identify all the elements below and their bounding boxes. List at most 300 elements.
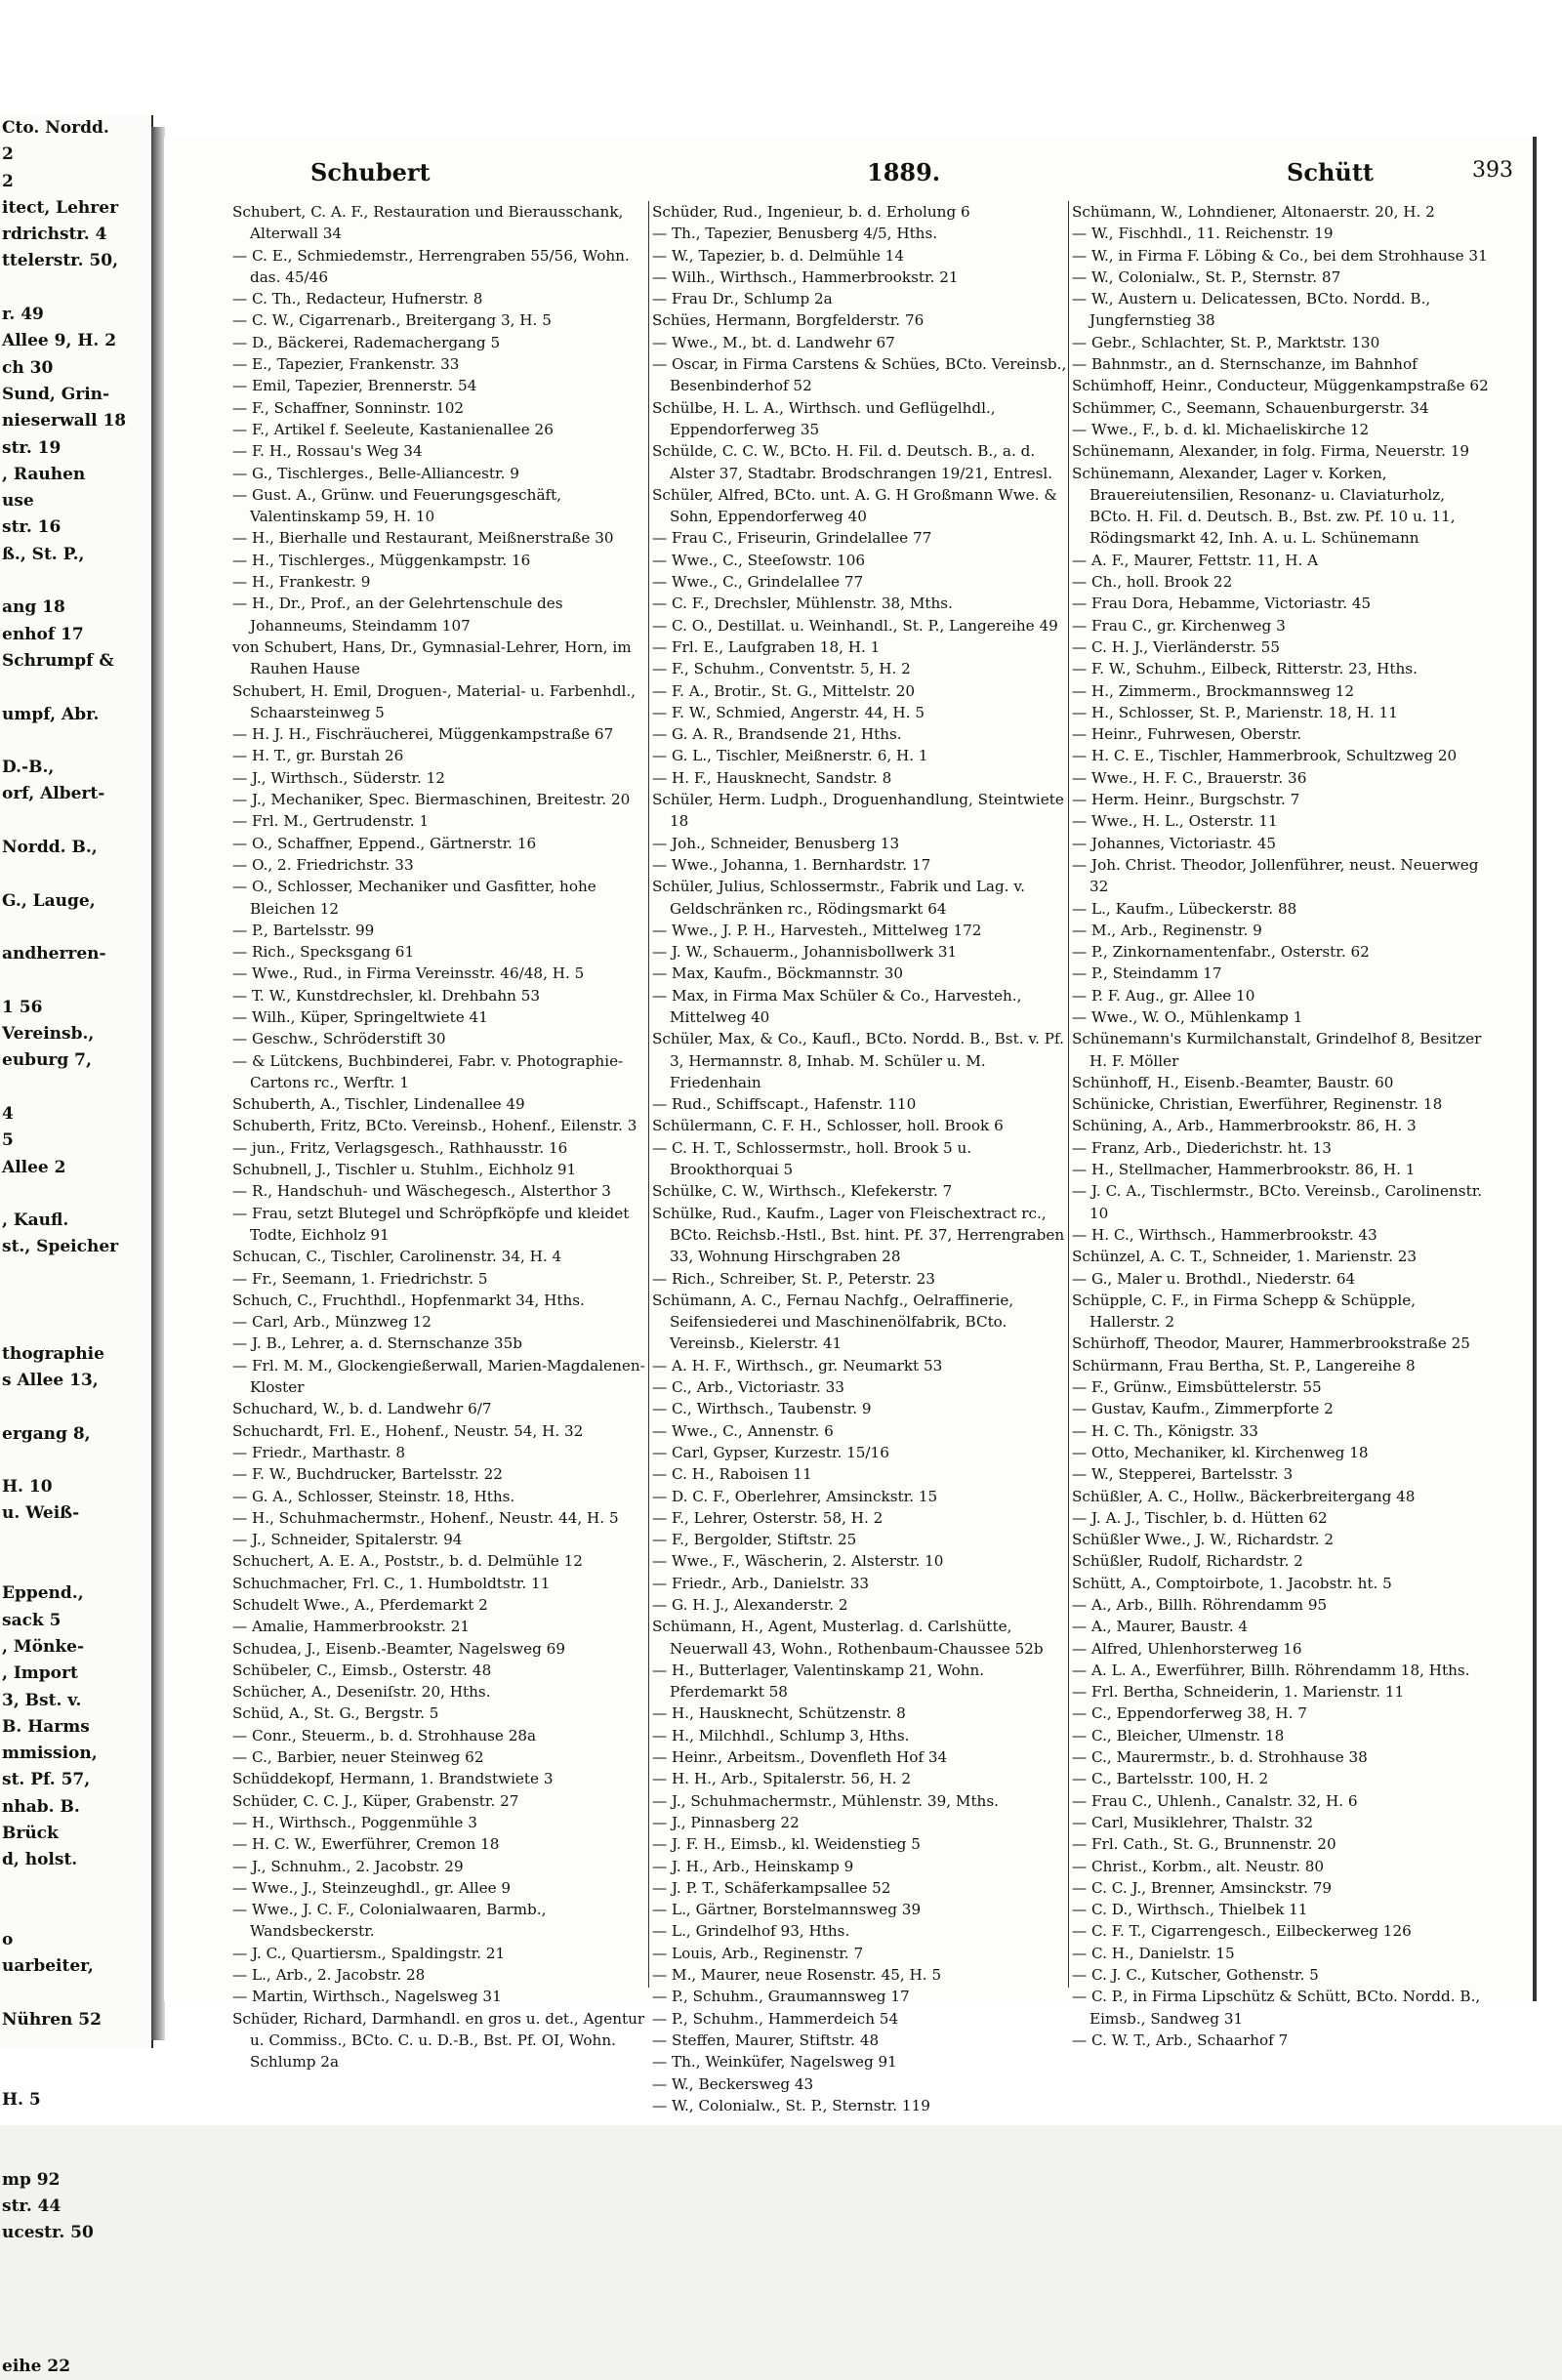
directory-entry: — W., Tapezier, b. d. Delmühle 14	[652, 246, 904, 265]
left-page-fragment-line: mp 92	[2, 2169, 61, 2190]
page-edge	[1533, 137, 1537, 2001]
directory-entry: Schüler, Julius, Schlossermstr., Fabrik und Lag. v. Geldschränken rc., Rödingsmarkt 64	[652, 878, 1025, 918]
left-page-fragment-line	[0, 915, 151, 941]
directory-entry: — G. A., Schlosser, Steinstr. 18, Hths.	[232, 1487, 515, 1505]
directory-entry: — G. L., Tischler, Meißnerstr. 6, H. 1	[652, 747, 928, 765]
directory-entry: — C. H., Raboisen 11	[652, 1465, 812, 1484]
left-page-fragment-line: str. 19	[2, 437, 62, 458]
left-page-fragment-line: sack 5	[2, 1610, 62, 1630]
left-page-fragment-line: Cto. Nordd.	[2, 118, 109, 138]
directory-entry: — H. C. W., Ewerführer, Cremon 18	[232, 1835, 500, 1854]
directory-entry: — H., Zimmerm., Brockmannsweg 12	[1072, 681, 1355, 700]
directory-entry: — Carl, Musiklehrer, Thalstr. 32	[1072, 1813, 1314, 1831]
left-page-fragment-line: uarbeiter,	[2, 1956, 94, 1977]
left-page-fragment-line: Nordd. B.,	[2, 838, 98, 858]
directory-entry: — C. W., Cigarrenarb., Breitergang 3, H. 5	[232, 311, 552, 330]
directory-entry: — Carl, Gypser, Kurzestr. 15/16	[652, 1443, 889, 1461]
directory-entry: — J., Schneider, Spitalerstr. 94	[232, 1531, 463, 1549]
directory-entry: — Wwe., F., Wäscherin, 2. Alsterstr. 10	[652, 1552, 944, 1571]
directory-entry: — Frau Dr., Schlump 2a	[652, 290, 833, 308]
directory-entry: — Wwe., Rud., in Firma Vereinsstr. 46/48, H. 5	[232, 964, 585, 983]
directory-entry: — Ch., holl. Brook 22	[1072, 573, 1233, 592]
directory-entry: Schüler, Max, & Co., Kaufl., BCto. Nordd. B., Bst. v. Pf. 3, Hermannstr. 8, Inhab. M. Schüler u. M. Friedenhain	[652, 1030, 1064, 1091]
directory-entry: — C. F. T., Cigarrengesch., Eilbeckerweg 126	[1072, 1922, 1412, 1941]
directory-entry: — L., Arb., 2. Jacobstr. 28	[232, 1966, 426, 1985]
directory-entry: — C., Barbier, neuer Steinweg 62	[232, 1748, 484, 1767]
directory-entry: — W., Colonialw., St. P., Sternstr. 119	[652, 2096, 930, 2114]
left-page-fragment-line	[0, 1394, 151, 1420]
directory-entry: — H., Schuhmachermstr., Hohenf., Neustr. 44, H. 5	[232, 1508, 619, 1527]
directory-entry: — H., Schlosser, St. P., Marienstr. 18, H. 11	[1072, 703, 1398, 721]
left-page-fragment-line	[0, 1901, 151, 1927]
left-page-fragment-line: Sund, Grin-	[2, 384, 110, 404]
directory-entry: Schüd, A., St. G., Bergstr. 5	[232, 1704, 439, 1723]
directory-entry: — J., Pinnasberg 22	[652, 1813, 800, 1831]
directory-entry: — C. C. J., Brenner, Amsinckstr. 79	[1072, 1878, 1333, 1897]
left-page-fragment-line	[0, 1075, 151, 1101]
directory-entry: Schubnell, J., Tischler u. Stuhlm., Eichholz 91	[232, 1161, 577, 1179]
directory-entry: — Wwe., J. C. F., Colonialwaaren, Barmb., Wandsbeckerstr.	[232, 1901, 547, 1941]
directory-entry: Schümmer, C., Seemann, Schauenburgerstr. 34	[1072, 398, 1429, 417]
directory-entry: — Frau C., gr. Kirchenweg 3	[1072, 616, 1286, 635]
left-page-fragment-line: B. Harms	[2, 1716, 90, 1737]
directory-entry: — Oscar, in Firma Carstens & Schües, BCto. Vereinsb., Besenbinderhof 52	[652, 355, 1067, 395]
left-page-fragment-line: Allee 9, H. 2	[2, 331, 117, 351]
directory-entry: — F. H., Rossau's Weg 34	[232, 442, 423, 461]
directory-entry: — Frau C., Friseurin, Grindelallee 77	[652, 529, 932, 548]
directory-entry: — H. J. H., Fischräucherei, Müggenkampstraße 67	[232, 725, 614, 744]
directory-entry: — P., Zinkornamentenfabr., Osterstr. 62	[1072, 943, 1370, 962]
directory-entry: — Wwe., J., Steinzeughdl., gr. Allee 9	[232, 1878, 512, 1897]
directory-entry: — C. H. J., Vierländerstr. 55	[1072, 637, 1280, 656]
directory-entry: — W., Stepperei, Bartelsstr. 3	[1072, 1465, 1294, 1484]
directory-entry: — Heinr., Fuhrwesen, Oberstr.	[1072, 725, 1302, 744]
directory-entry: — C., Arb., Victoriastr. 33	[652, 1378, 844, 1397]
directory-entry: — Th., Weinküfer, Nagelsweg 91	[652, 2053, 897, 2072]
directory-entry: Schümhoff, Heinr., Conducteur, Müggenkampstraße 62	[1072, 377, 1489, 395]
directory-entry: — Wwe., M., bt. d. Landwehr 67	[652, 333, 895, 351]
directory-entry: — Wwe., H. L., Osterstr. 11	[1072, 812, 1278, 831]
directory-entry: — Martin, Wirthsch., Nagelsweg 31	[232, 1988, 502, 2006]
directory-entry: — E., Tapezier, Frankenstr. 33	[232, 355, 460, 374]
directory-entry: — O., 2. Friedrichstr. 33	[232, 855, 414, 874]
directory-entry: — R., Handschuh- und Wäschegesch., Alsterthor 3	[232, 1182, 611, 1201]
directory-entry: — P., Schuhm., Graumannsweg 17	[652, 1988, 910, 2006]
directory-entry: Schüpple, C. F., in Firma Schepp & Schüpple, Hallerstr. 2	[1072, 1291, 1417, 1332]
directory-entry: Schümann, H., Agent, Musterlag. d. Carlshütte, Neuerwall 43, Wohn., Rothenbaum-Chaussee 52b	[652, 1618, 1044, 1658]
left-page-fragment-line	[0, 1554, 151, 1580]
left-page-fragment-line: str. 44	[2, 2196, 62, 2217]
directory-entry: — Gust. A., Grünw. und Feuerungsgeschäft, Valentinskamp 59, H. 10	[232, 485, 562, 526]
left-page-fragment-line: ß., St. P.,	[2, 544, 85, 564]
directory-entry: — C., Wirthsch., Taubenstr. 9	[652, 1400, 872, 1418]
left-page-fragment-line: d, holst.	[2, 1850, 78, 1870]
directory-entry: — G., Maler u. Brothdl., Niederstr. 64	[1072, 1269, 1356, 1288]
directory-entry: — Louis, Arb., Reginenstr. 7	[652, 1944, 864, 1962]
directory-entry: Schütt, A., Comptoirbote, 1. Jacobstr. ht. 5	[1072, 1574, 1392, 1592]
directory-entry: Schübeler, C., Eimsb., Osterstr. 48	[232, 1661, 492, 1679]
left-page-fragment-line: u. Weiß-	[2, 1503, 80, 1524]
directory-entry: Schubert, H. Emil, Droguen-, Material- u. Farbenhdl., Schaarsteinweg 5	[232, 681, 637, 721]
directory-entry: — A. H. F., Wirthsch., gr. Neumarkt 53	[652, 1356, 943, 1375]
directory-entry: — F. A., Brotir., St. G., Mittelstr. 20	[652, 681, 916, 700]
directory-entry: — C. D., Wirthsch., Thielbek 11	[1072, 1901, 1308, 1919]
directory-entry: — H., Dr., Prof., an der Gelehrtenschule des Johanneums, Steindamm 107	[232, 595, 563, 635]
left-page-fragment-line: Eppend.,	[2, 1583, 84, 1604]
directory-entry: Schüler, Herm. Ludph., Droguenhandlung, Steintwiete 18	[652, 791, 1064, 831]
left-page-fragment-line: itect, Lehrer	[2, 197, 119, 218]
left-page-fragment-line: 5	[2, 1130, 14, 1151]
directory-entry: — D. C. F., Oberlehrer, Amsinckstr. 15	[652, 1487, 938, 1505]
directory-entry: — Bahnmstr., an d. Sternschanze, im Bahnhof	[1072, 355, 1418, 374]
directory-entry: — Th., Tapezier, Benusberg 4/5, Hths.	[652, 225, 938, 243]
left-page-fragment-line: nieserwall 18	[2, 411, 127, 431]
directory-entry: — Rud., Schiffscapt., Hafenstr. 110	[652, 1095, 917, 1114]
directory-entry: — H., Butterlager, Valentinskamp 21, Wohn. Pferdemarkt 58	[652, 1661, 985, 1702]
directory-entry: — O., Schaffner, Eppend., Gärtnerstr. 16	[232, 834, 537, 852]
directory-entry: — J., Schuhmachermstr., Mühlenstr. 39, Mths.	[652, 1791, 999, 1810]
directory-entry: — F., Artikel f. Seeleute, Kastanienallee 26	[232, 420, 554, 438]
directory-entry: — F., Schaffner, Sonninstr. 102	[232, 398, 465, 417]
directory-entry: Schuchert, A. E. A., Poststr., b. d. Delmühle 12	[232, 1552, 583, 1571]
directory-entry: Schünhoff, H., Eisenb.-Beamter, Baustr. 60	[1072, 1073, 1394, 1091]
directory-entry: — Rich., Specksgang 61	[232, 943, 415, 962]
left-page-fragment-line: D.-B.,	[2, 758, 55, 778]
directory-entry: — P. F. Aug., gr. Allee 10	[1072, 986, 1255, 1005]
directory-entry: Schünzel, A. C. T., Schneider, 1. Marienstr. 23	[1072, 1248, 1418, 1266]
directory-entry: — Alfred, Uhlenhorsterweg 16	[1072, 1639, 1302, 1658]
directory-entry: — H. C. Th., Königstr. 33	[1072, 1421, 1258, 1440]
left-page-fragment-line	[0, 675, 151, 701]
directory-entry: — Herm. Heinr., Burgschstr. 7	[1072, 791, 1300, 809]
directory-entry: — H., Milchhdl., Schlump 3, Hths.	[652, 1726, 910, 1744]
directory-entry: Schuch, C., Fruchthdl., Hopfenmarkt 34, Hths.	[232, 1291, 585, 1309]
directory-entry: — W., Fischhdl., 11. Reichenstr. 19	[1072, 225, 1334, 243]
directory-entry: — P., Schuhm., Hammerdeich 54	[652, 2009, 899, 2028]
left-page-fragment-line	[0, 728, 151, 755]
directory-column-2	[652, 201, 1070, 2114]
directory-entry: — F. W., Schuhm., Eilbeck, Ritterstr. 23, Hths.	[1072, 660, 1418, 678]
directory-entry: — H. F., Hausknecht, Sandstr. 8	[652, 768, 892, 787]
directory-entry: — J., Wirthsch., Süderstr. 12	[232, 768, 445, 787]
left-page-fragment-line	[0, 2141, 151, 2167]
directory-entry: — W., Colonialw., St. P., Sternstr. 87	[1072, 267, 1341, 286]
directory-entry: — C. W. T., Arb., Schaarhof 7	[1072, 2031, 1289, 2049]
header-right-keyword: Schütt	[1287, 158, 1375, 186]
directory-entry: Schuberth, Fritz, BCto. Vereinsb., Hohenf., Eilenstr. 3	[232, 1117, 637, 1135]
directory-entry: — Wwe., C., Grindelallee 77	[652, 573, 864, 592]
directory-entry: — C., Bleicher, Ulmenstr. 18	[1072, 1726, 1285, 1744]
directory-column-3	[1072, 201, 1490, 2049]
left-page-fragment-line	[0, 2300, 151, 2326]
directory-entry: — Emil, Tapezier, Brennerstr. 54	[232, 377, 477, 395]
directory-entry: — W., in Firma F. Löbing & Co., bei dem Strohhause 31	[1072, 246, 1488, 265]
directory-entry: — Joh. Christ. Theodor, Jollenführer, neust. Neuerweg 32	[1072, 855, 1479, 896]
directory-entry: — J. C., Quartiersm., Spaldingstr. 21	[232, 1944, 506, 1962]
left-page-fragment-line: thographie	[2, 1343, 104, 1364]
directory-entry: — Wwe., C., Steeſowstr. 106	[652, 551, 866, 569]
directory-entry: — J. W., Schauerm., Johannisbollwerk 31	[652, 943, 958, 962]
directory-entry: — J., Schnuhm., 2. Jacobstr. 29	[232, 1857, 464, 1875]
left-page-fragment-line: enhof 17	[2, 624, 84, 644]
directory-entry: Schümann, A. C., Fernau Nachfg., Oelraffinerie, Seifensiederei und Maschinenölfabrik, BCto. Vereinsb., Kielerstr. 41	[652, 1291, 1014, 1353]
directory-entry: — M., Arb., Reginenstr. 9	[1072, 921, 1262, 939]
book-gutter	[151, 127, 165, 2040]
left-page-fragment-line: ang 18	[2, 597, 65, 618]
directory-entry: — C. P., in Firma Lipschütz & Schütt, BCto. Nordd. B., Eimsb., Sandweg 31	[1072, 1988, 1481, 2028]
directory-entry: Schümann, W., Lohndiener, Altonaerstr. 20, H. 2	[1072, 203, 1435, 221]
directory-entry: — Gebr., Schlachter, St. P., Marktstr. 130	[1072, 333, 1380, 351]
left-page-fragment-line: G., Lauge,	[2, 890, 96, 911]
directory-entry: — jun., Fritz, Verlagsgesch., Rathhausstr. 16	[232, 1138, 568, 1157]
directory-entry: Schucan, C., Tischler, Carolinenstr. 34, H. 4	[232, 1248, 562, 1266]
left-page-fragment-line	[0, 568, 151, 595]
directory-entry: — O., Schlosser, Mechaniker und Gasfitter, hohe Bleichen 12	[232, 878, 596, 918]
left-page-fragment-line: euburg 7,	[2, 1050, 92, 1071]
directory-entry: Schünemann, Alexander, in folg. Firma, Neuerstr. 19	[1072, 442, 1470, 461]
left-page-fragment-line: 3, Bst. v.	[2, 1690, 82, 1710]
directory-entry: — Friedr., Arb., Danielstr. 33	[652, 1574, 870, 1592]
left-page-fragment-line: ergang 8,	[2, 1423, 91, 1444]
left-page-fragment-line: , Kaufl.	[2, 1211, 69, 1231]
directory-entry: Schudea, J., Eisenb.-Beamter, Nagelsweg 69	[232, 1639, 565, 1658]
directory-entry: Schuberth, A., Tischler, Lindenallee 49	[232, 1095, 525, 1114]
directory-entry: — C. O., Destillat. u. Weinhandl., St. P., Langereihe 49	[652, 616, 1058, 635]
directory-entry: — A. F., Maurer, Fettstr. 11, H. A	[1072, 551, 1319, 569]
left-page-fragment-line: ucestr. 50	[2, 2223, 94, 2243]
directory-entry: — Frau C., Uhlenh., Canalstr. 32, H. 6	[1072, 1791, 1358, 1810]
left-page-fragment-line	[0, 275, 151, 302]
left-page-fragment-line: rdrichstr. 4	[2, 225, 107, 245]
directory-entry: — C. E., Schmiedemstr., Herrengraben 55/56, Wohn. das. 45/46	[232, 246, 630, 286]
directory-entry: — F., Grünw., Eimsbüttelerstr. 55	[1072, 1378, 1322, 1397]
directory-entry: — Geschw., Schröderstift 30	[232, 1030, 446, 1048]
directory-entry: — Wilh., Wirthsch., Hammerbrookstr. 21	[652, 267, 959, 286]
left-page-fragment-line: o	[2, 1930, 14, 1950]
directory-entry: Schubert, C. A. F., Restauration und Bierausschank, Alterwall 34	[232, 203, 624, 243]
directory-entry: — L., Gärtner, Borstelmannsweg 39	[652, 1901, 922, 1919]
left-page-fragment-line: 4	[2, 1103, 14, 1124]
directory-entry: — D., Bäckerei, Rademachergang 5	[232, 333, 501, 351]
directory-entry: — Wwe., H. F. C., Brauerstr. 36	[1072, 768, 1307, 787]
directory-entry: — H. C., Wirthsch., Hammerbrookstr. 43	[1072, 1225, 1377, 1244]
header-year: 1889.	[867, 158, 941, 186]
left-page-fragment-line: 2	[2, 171, 14, 191]
left-page-fragment-line: H. 5	[2, 2089, 41, 2110]
left-page-fragment-line: use	[2, 491, 34, 512]
directory-entry: — Amalie, Hammerbrookstr. 21	[232, 1618, 471, 1636]
directory-entry: — G. H. J., Alexanderstr. 2	[652, 1596, 848, 1614]
directory-entry: — F., Bergolder, Stiftstr. 25	[652, 1531, 857, 1549]
left-page-fragment-line: Brück	[2, 1824, 59, 1843]
directory-entry: — Conr., Steuerm., b. d. Strohhause 28a	[232, 1726, 537, 1744]
left-page-fragment-line: Nühren 52	[2, 2010, 102, 2031]
left-page-fragment-line: H. 10	[2, 1477, 53, 1498]
directory-entry: Schüler, Alfred, BCto. unt. A. G. H Großmann Wwe. & Sohn, Eppendorferweg 40	[652, 485, 1057, 526]
left-page-fragment-line	[0, 1981, 151, 2007]
directory-entry: — J. B., Lehrer, a. d. Sternschanze 35b	[232, 1334, 522, 1353]
left-page-fragment-line: st. Pf. 57,	[2, 1770, 91, 1790]
directory-entry: Schürhoff, Theodor, Maurer, Hammerbrookstraße 25	[1072, 1334, 1470, 1353]
directory-entry: — Frau, setzt Blutegel und Schröpfköpfe und kleidet Todte, Eichholz 91	[232, 1204, 630, 1244]
left-page-fragment-line: andherren-	[2, 944, 106, 964]
directory-entry: — Frl. M. M., Glockengießerwall, Marien-Magdalenen-Kloster	[232, 1356, 645, 1397]
directory-entry: Schünemann, Alexander, Lager v. Korken, Brauereiutensilien, Resonanz- u. Claviaturholz, BCto. H. Fil. d. Deutsch. B., Bst. zw. Pf. 10 u. 11, Rödingsmarkt 42, Inh. A. u. L. Schünemann	[1072, 464, 1456, 548]
directory-entry: — Otto, Mechaniker, kl. Kirchenweg 18	[1072, 1443, 1369, 1461]
directory-entry: Schüder, Rud., Ingenieur, b. d. Erholung 6	[652, 203, 970, 221]
directory-entry: — Wwe., J. P. H., Harvesteh., Mittelweg 172	[652, 921, 982, 939]
left-page-fragment-line: eihe 22	[2, 2356, 71, 2376]
left-page-fragment-line: ttelerstr. 50,	[2, 251, 118, 271]
left-page-fragment-line: umpf, Abr.	[2, 704, 100, 724]
left-page-fragment	[0, 115, 153, 2376]
directory-entry: — Wwe., Johanna, 1. Bernhardstr. 17	[652, 855, 931, 874]
left-page-fragment-line: , Rauhen	[2, 464, 86, 484]
left-page-fragment-line: 1 56	[2, 997, 43, 1017]
directory-entry: Schudelt Wwe., A., Pferdemarkt 2	[232, 1596, 488, 1614]
directory-entry: Schülde, C. C. W., BCto. H. Fil. d. Deutsch. B., a. d. Alster 37, Stadtabr. Brodschrangen 19/21, Entresl.	[652, 442, 1053, 482]
directory-entry: — H. C. E., Tischler, Hammerbrook, Schultzweg 20	[1072, 747, 1458, 765]
directory-entry: Schuchmacher, Frl. C., 1. Humboldtstr. 11	[232, 1574, 551, 1592]
directory-entry: — H., Bierhalle und Restaurant, Meißnerstraße 30	[232, 529, 614, 548]
directory-entry: — Friedr., Marthastr. 8	[232, 1443, 406, 1461]
directory-entry: — H. T., gr. Burstah 26	[232, 747, 404, 765]
left-page-fragment-line: Allee 2	[2, 1157, 66, 1177]
directory-entry: — P., Bartelsstr. 99	[232, 921, 375, 939]
left-page-fragment-line: mmission,	[2, 1744, 98, 1764]
left-page-fragment-line	[0, 2274, 151, 2300]
left-page-fragment-line	[0, 2247, 151, 2274]
directory-entry: — C. F., Drechsler, Mühlenstr. 38, Mths.	[652, 595, 953, 613]
directory-entry: von Schubert, Hans, Dr., Gymnasial-Lehrer, Horn, im Rauhen Hause	[232, 637, 632, 678]
directory-entry: Schülke, C. W., Wirthsch., Klefekerstr. 7	[652, 1182, 953, 1201]
directory-entry: — A., Arb., Billh. Röhrendamm 95	[1072, 1596, 1328, 1614]
directory-entry: — L., Kaufm., Lübeckerstr. 88	[1072, 899, 1297, 918]
directory-entry: — Heinr., Arbeitsm., Dovenfleth Hof 34	[652, 1748, 948, 1767]
directory-entry: — C., Bartelsstr. 100, H. 2	[1072, 1770, 1269, 1788]
left-page-fragment-line: Schrumpf &	[2, 650, 114, 671]
directory-entry: — Frl. Cath., St. G., Brunnenstr. 20	[1072, 1835, 1336, 1854]
left-page-fragment-line: st., Speicher	[2, 1237, 119, 1257]
directory-entry: — M., Maurer, neue Rosenstr. 45, H. 5	[652, 1966, 942, 1985]
directory-entry: — Franz, Arb., Diederichstr. ht. 13	[1072, 1138, 1332, 1157]
directory-entry: — T. W., Kunstdrechsler, kl. Drehbahn 53	[232, 986, 541, 1005]
left-page-fragment-line	[0, 808, 151, 835]
directory-entry: — W., Beckersweg 43	[652, 2074, 814, 2093]
directory-entry: Schüning, A., Arb., Hammerbrookstr. 86, H. 3	[1072, 1117, 1417, 1135]
directory-entry: — H., Stellmacher, Hammerbrookstr. 86, H. 1	[1072, 1161, 1416, 1179]
left-page-fragment-line	[0, 1448, 151, 1474]
page-header	[232, 158, 1519, 193]
header-left-keyword: Schubert	[310, 158, 431, 186]
directory-entry: Schülermann, C. F. H., Schlosser, holl. Brook 6	[652, 1117, 1004, 1135]
directory-column-1	[232, 201, 650, 2072]
directory-entry: Schülke, Rud., Kaufm., Lager von Fleischextract rc., BCto. Reichsb.-Hstl., Bst. hint. Pf. 37, Herrengraben 33, Wohnung Hirschgraben 28	[652, 1204, 1065, 1266]
directory-entry: — H., Wirthsch., Poggenmühle 3	[232, 1813, 477, 1831]
directory-entry: Schüßler, A. C., Hollw., Bäckerbreitergang 48	[1072, 1487, 1416, 1505]
directory-entry: — Wwe., C., Annenstr. 6	[652, 1421, 834, 1440]
directory-entry: Schürmann, Frau Bertha, St. P., Langereihe 8	[1072, 1356, 1416, 1375]
directory-entry: — F. W., Schmied, Angerstr. 44, H. 5	[652, 703, 925, 721]
left-page-fragment-line	[0, 1181, 151, 1208]
right-page	[164, 137, 1536, 2114]
directory-entry: — F., Lehrer, Osterstr. 58, H. 2	[652, 1508, 884, 1527]
directory-entry: — Wilh., Küper, Springeltwiete 41	[232, 1007, 488, 1026]
directory-entry: — A., Maurer, Baustr. 4	[1072, 1618, 1249, 1636]
left-page-fragment-line	[0, 2327, 151, 2354]
directory-entry: — Max, in Firma Max Schüler & Co., Harvesteh., Mittelweg 40	[652, 986, 1022, 1026]
directory-entry: — C. J. C., Kutscher, Gothenstr. 5	[1072, 1966, 1319, 1985]
left-page-fragment-line	[0, 2033, 151, 2060]
directory-entry: Schüddekopf, Hermann, 1. Brandstwiete 3	[232, 1770, 554, 1788]
directory-entry: — C., Eppendorferweg 38, H. 7	[1072, 1704, 1307, 1723]
left-page-fragment-line	[0, 1874, 151, 1901]
directory-entry: — W., Austern u. Delicatessen, BCto. Nordd. B., Jungfernstieg 38	[1072, 290, 1431, 330]
directory-entry: — H. H., Arb., Spitalerstr. 56, H. 2	[652, 1770, 912, 1788]
page-number: 393	[1472, 158, 1513, 183]
directory-entry: — Frl. E., Laufgraben 18, H. 1	[652, 637, 881, 656]
directory-entry: Schücher, A., Deseniſstr. 20, Hths.	[232, 1683, 491, 1702]
directory-entry: — H., Hausknecht, Schützenstr. 8	[652, 1704, 906, 1723]
left-page-fragment-line: ch 30	[2, 357, 54, 378]
directory-entry: Schües, Hermann, Borgfelderstr. 76	[652, 311, 925, 330]
directory-entry: — Wwe., W. O., Mühlenkamp 1	[1072, 1007, 1303, 1026]
left-page-fragment-line	[0, 2113, 151, 2140]
directory-entry: — & Lütckens, Buchbinderei, Fabr. v. Photographie-Cartons rc., Werftr. 1	[232, 1051, 624, 1091]
left-page-fragment-line: r. 49	[2, 305, 44, 325]
directory-entry: Schüßler Wwe., J. W., Richardstr. 2	[1072, 1531, 1335, 1549]
left-page-fragment-line	[0, 1528, 151, 1554]
directory-entry: — G., Tischlerges., Belle-Alliancestr. 9	[232, 464, 519, 482]
directory-entry: — Steffen, Maurer, Stiftstr. 48	[652, 2031, 880, 2049]
directory-entry: — Wwe., F., b. d. kl. Michaeliskirche 12	[1072, 420, 1370, 438]
directory-entry: — H., Frankestr. 9	[232, 573, 371, 592]
directory-entry: — F., Schuhm., Conventstr. 5, H. 2	[652, 660, 911, 678]
left-page-fragment-line	[0, 2061, 151, 2087]
left-page-fragment-line	[0, 1261, 151, 1288]
directory-entry: — Frl. Bertha, Schneiderin, 1. Marienstr. 11	[1072, 1683, 1405, 1702]
directory-entry: — Carl, Arb., Münzweg 12	[232, 1313, 432, 1332]
directory-entry: — J. A. J., Tischler, b. d. Hütten 62	[1072, 1508, 1328, 1527]
left-page-fragment-line: nhab. B.	[2, 1796, 80, 1817]
directory-entry: — G. A. R., Brandsende 21, Hths.	[652, 725, 902, 744]
directory-entry: Schüßler, Rudolf, Richardstr. 2	[1072, 1552, 1303, 1571]
directory-entry: — F. W., Buchdrucker, Bartelsstr. 22	[232, 1465, 503, 1484]
directory-entry: — C. H. T., Schlossermstr., holl. Brook 5 u. Brookthorquai 5	[652, 1138, 972, 1179]
directory-entry: — Max, Kaufm., Böckmannstr. 30	[652, 964, 904, 983]
left-page-fragment-line	[0, 861, 151, 887]
directory-entry: Schüder, Richard, Darmhandl. en gros u. det., Agentur u. Commiss., BCto. C. u. D.-B., Bst. Pf. OI, Wohn. Schlump 2a	[232, 2009, 645, 2072]
directory-entry: — Frau Dora, Hebamme, Victoriastr. 45	[1072, 595, 1372, 613]
directory-entry: — Johannes, Victoriastr. 45	[1072, 834, 1277, 852]
left-page-fragment-line	[0, 1314, 151, 1340]
directory-entry: — Rich., Schreiber, St. P., Peterstr. 23	[652, 1269, 935, 1288]
directory-entry: — C. H., Danielstr. 15	[1072, 1944, 1235, 1962]
directory-entry: — Joh., Schneider, Benusberg 13	[652, 834, 900, 852]
directory-entry: — C., Maurermstr., b. d. Strohhause 38	[1072, 1748, 1368, 1767]
directory-entry: — J. C. A., Tischlermstr., BCto. Vereinsb., Carolinenstr. 10	[1072, 1182, 1483, 1222]
left-page-fragment-line: str. 16	[2, 517, 62, 538]
directory-entry: Schülbe, H. L. A., Wirthsch. und Geflügelhdl., Eppendorferweg 35	[652, 398, 996, 438]
left-page-fragment-line: s Allee 13,	[2, 1370, 99, 1390]
directory-entry: Schüder, C. C. J., Küper, Grabenstr. 27	[232, 1791, 519, 1810]
directory-entry: Schünicke, Christian, Ewerführer, Reginenstr. 18	[1072, 1095, 1443, 1114]
directory-entry: — J., Mechaniker, Spec. Biermaschinen, Breitestr. 20	[232, 791, 631, 809]
directory-entry: — Christ., Korbm., alt. Neustr. 80	[1072, 1857, 1325, 1875]
directory-entry: — J. F. H., Eimsb., kl. Weidenstieg 5	[652, 1835, 921, 1854]
directory-entry: — Frl. M., Gertrudenstr. 1	[232, 812, 430, 831]
directory-entry: — J. H., Arb., Heinskamp 9	[652, 1857, 854, 1875]
